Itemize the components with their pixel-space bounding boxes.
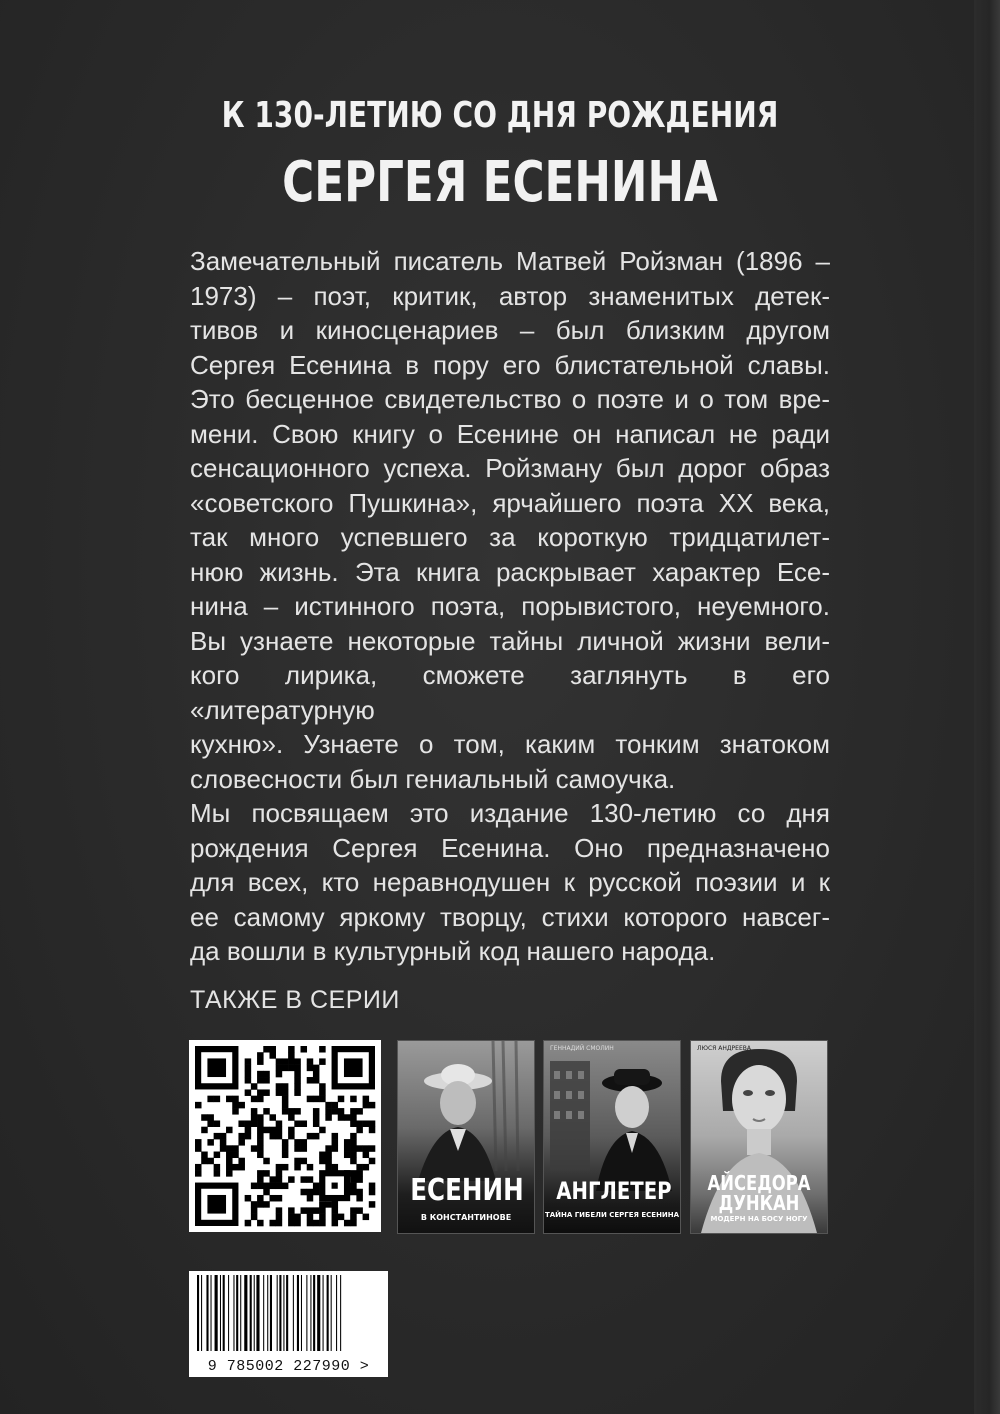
- text-line: Вы узнаете некоторые тайны личной жизни вели-: [190, 625, 830, 656]
- book-author: ГЕННАДИЙ СМОЛИН: [550, 1045, 614, 1052]
- anniversary-heading: К 130-ЛЕТИЮ СО ДНЯ РОЖДЕНИЯ: [221, 95, 779, 136]
- spine-edge: [974, 0, 1000, 1414]
- text-line: тивов и киносценариев – был близким другом: [190, 315, 830, 345]
- series-book-angleterre: [543, 1040, 681, 1234]
- text-line: так много успевшего за короткую тридцатилет-: [190, 522, 830, 552]
- barcode-bars: [189, 1271, 388, 1353]
- text-line: сенсационного успеха. Ройзману был дорог образ: [190, 453, 830, 483]
- qr-code-graphic: [189, 1040, 381, 1232]
- annotation-paragraph-2: [190, 796, 830, 969]
- text-line: Это бесценное свидетельство о поэте и о том вре-: [190, 384, 830, 414]
- series-label: ТАКЖЕ В СЕРИИ: [190, 986, 400, 1014]
- text-line: Замечательный писатель Матвей Ройзман (1896 –: [190, 246, 830, 276]
- book-title: ЕСЕНИН: [410, 1173, 524, 1208]
- text-line: нина – истинного поэта, порывистого, неуемного.: [190, 591, 830, 621]
- text-line: кухню». Узнаете о том, каким тонким знатоком: [190, 729, 830, 759]
- text-line: ее самому яркому творцу, стихи которого навсег-: [190, 901, 830, 932]
- text-line: Мы посвящаем это издание 130-летию со дня: [190, 798, 830, 828]
- series-book-esenin: [397, 1040, 535, 1234]
- text-line: для всех, кто неравнодушен к русской поэзии и к: [190, 867, 830, 897]
- book-subtitle: ТАЙНА ГИБЕЛИ СЕРГЕЯ ЕСЕНИНА: [544, 1211, 680, 1219]
- annotation-text: [190, 244, 830, 969]
- annotation-paragraph-1: [190, 244, 830, 796]
- barcode-digits: 9 785002 227990 >: [207, 1358, 370, 1375]
- text-line: мени. Свою книгу о Есенине он написал не ради: [190, 418, 830, 449]
- book-title-line-1: АЙСЕДОРА: [707, 1171, 811, 1195]
- text-line: кого лирика, сможете заглянуть в его «литературную: [190, 660, 830, 725]
- qr-code-icon: [189, 1040, 381, 1232]
- book-author: ЛЮСЯ АНДРЕЕВА: [697, 1045, 751, 1052]
- text-line: Сергея Есенина в пору его блистательной славы.: [190, 349, 830, 380]
- isbn-barcode: [189, 1271, 388, 1377]
- text-line: словесности был гениальный самоучка.: [190, 763, 676, 794]
- text-line: рождения Сергея Есенина. Оно предназначено: [190, 832, 830, 863]
- book-title: АНГЛЕТЕР: [556, 1177, 672, 1205]
- poet-name-heading: СЕРГЕЯ ЕСЕНИНА: [282, 150, 718, 215]
- series-book-duncan: [690, 1040, 828, 1234]
- book-title-line-2: ДУНКАН: [718, 1191, 800, 1215]
- text-line: «советского Пушкина», ярчайшего поэта XX века,: [190, 487, 830, 518]
- text-line: 1973) – поэт, критик, автор знаменитых детек-: [190, 280, 830, 311]
- book-subtitle: МОДЕРН НА БОСУ НОГУ: [710, 1215, 808, 1223]
- text-line: нюю жизнь. Эта книга раскрывает характер Есе-: [190, 556, 830, 587]
- text-line: да вошли в культурный код нашего народа.: [190, 936, 716, 966]
- book-subtitle: В КОНСТАНТИНОВЕ: [420, 1213, 512, 1222]
